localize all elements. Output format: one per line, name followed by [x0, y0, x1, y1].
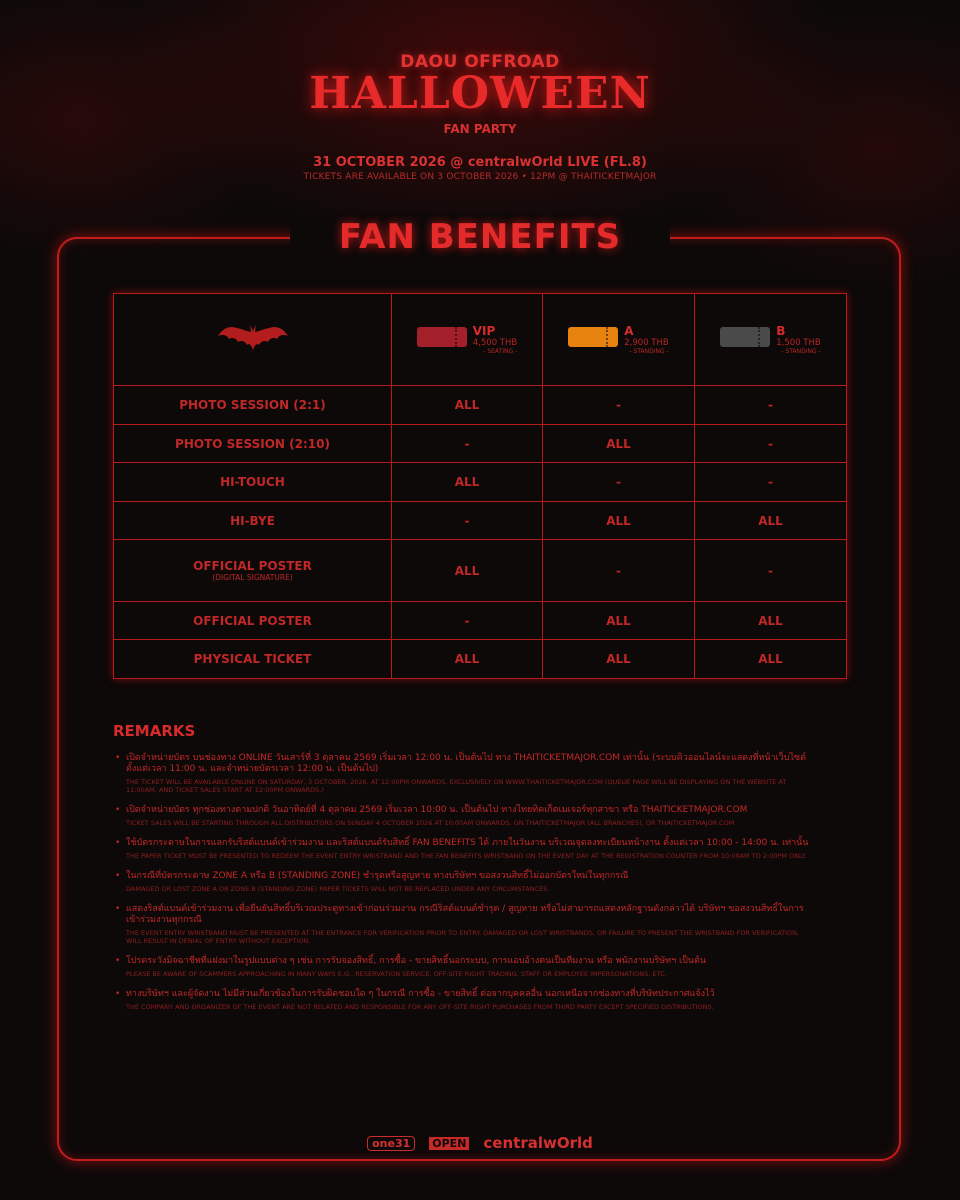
event-subtitle: FAN PARTY	[443, 122, 517, 136]
remark-english: THE PAPER TICKET MUST BE PRESENTED TO REDEEM THE EVENT ENTRY WRISTBAND AND THE FAN BENEFITS WRISTBAND ON THE EVENT DAY AT THE REGISTRATION COUNTER FROM 10:00AM TO 2:00PM ONLY.	[126, 852, 807, 860]
remark-english: DAMAGED OR LOST ZONE A OR ZONE B (STANDING ZONE) PAPER TICKETS WILL NOT BE REPLACED UNDER ANY CIRCUMSTANCES.	[126, 885, 550, 893]
benefit-b: ALL	[695, 640, 847, 679]
tier-header-b	[695, 294, 847, 386]
benefit-b: ALL	[695, 601, 847, 640]
table-row	[114, 386, 847, 425]
remark-thai: • ทางบริษัทฯ และผู้จัดงาน ไม่มีส่วนเกี่ยวข้องในการรับผิดชอบใด ๆ ในกรณี การซื้อ - ขายสิทธิ์ ต่อจากบุคคลอื่น นอกเหนือจากช่องทางที่บริษัทประกาศแจ้งไว้	[126, 989, 715, 999]
remark-thai: • เปิดจำหน่ายบัตร ทุกช่องทางตามปกติ วันอาทิตย์ที่ 4 ตุลาคม 2569 เริ่มเวลา 10:00 น. เป็นต้นไป ทางไทยทิคเก็ตเมเจอร์ทุกสาขา หรือ THAITICKETMAJOR.COM	[126, 805, 748, 815]
benefits-table	[113, 293, 847, 679]
remark-english: THE EVENT ENTRY WRISTBAND MUST BE PRESENTED AT THE ENTRANCE FOR VERIFICATION PRIOR TO ENTRY. DAMAGED OR LOST WRISTBANDS, OR FAILURE TO PRESENT THE WRISTBAND FOR VERIFICATION, WILL RESULT IN DENIAL OF ENTRY WITHOUT EXCEPTION.	[126, 929, 800, 945]
benefit-label: OFFICIAL POSTER (DIGITAL SIGNATURE)	[114, 540, 392, 602]
benefit-b: -	[695, 386, 847, 425]
benefit-b: -	[695, 424, 847, 463]
benefits-banner	[290, 213, 670, 261]
benefit-label: PHOTO SESSION (2:1)	[114, 386, 392, 425]
table-header-row	[114, 294, 847, 386]
benefit-a: -	[543, 386, 695, 425]
benefit-vip: ALL	[392, 540, 543, 602]
table-row	[114, 463, 847, 502]
benefit-vip: ALL	[392, 463, 543, 502]
b-ticket-icon	[720, 327, 770, 347]
tier-type: - STANDING -	[629, 348, 669, 356]
benefit-label: HI-TOUCH	[114, 463, 392, 502]
benefit-label: PHYSICAL TICKET	[114, 640, 392, 679]
remark-thai: • เปิดจำหน่ายบัตร บนช่องทาง ONLINE วันเสาร์ที่ 3 ตุลาคม 2569 เริ่มเวลา 12:00 น. เป็นต้นไป ทาง THAITICKETMAJOR.COM เท่านั้น (ระบบคิวออนไลน์จะแสดงที่หน้าเว็บไซต์ตั้งแต่เวลา 11:00 น. และจำหน่ายบัตรเวลา 12:00 น. เป็นต้นไป)	[126, 753, 806, 774]
benefit-a: -	[543, 540, 695, 602]
benefit-a: ALL	[543, 424, 695, 463]
remark-english: TICKET SALES WILL BE STARTING THROUGH ALL DISTRIBUTORS ON SUNDAY 4 OCTOBER 2026 AT 10:00AM ONWARDS, ON THAITICKETMAJOR (ALL BRANCHES), OR THAITICKETMAJOR.COM	[126, 819, 735, 827]
remark-item	[113, 956, 813, 978]
table-row	[114, 540, 847, 602]
remark-thai: • ในกรณีที่บัตรกระดาษ ZONE A หรือ B (STANDING ZONE) ชำรุดหรือสูญหาย ทางบริษัทฯ ขอสงวนสิทธิ์ไม่ออกบัตรใหม่ในทุกกรณี	[126, 871, 629, 881]
benefit-b: -	[695, 463, 847, 502]
remark-item	[113, 989, 813, 1011]
remark-english: THE COMPANY AND ORGANIZER OF THE EVENT ARE NOT RELATED AND RESPONSIBLE FOR ANY OFF-SITE RIGHT PURCHASES FROM THIRD PARTY EXCEPT SPECIFIED DISTRIBUTIONS.	[126, 1003, 714, 1011]
tier-name: B	[776, 324, 786, 339]
remark-english: THE TICKET WILL BE AVAILABLE ONLINE ON SATURDAY, 3 OCTOBER, 2026, AT 12:00PM ONWARDS, EXCLUSIVELY ON WWW.THAITICKETMAJOR.COM (QUEUE PAGE WILL BE DISPLAYING ON THE WEBSITE AT 11:00AM, AND TICKET SALES START AT 12:00PM ONWARDS.)	[126, 778, 787, 794]
tier-name: VIP	[472, 324, 496, 339]
table-row	[114, 501, 847, 540]
benefit-vip: -	[392, 601, 543, 640]
benefit-a: ALL	[543, 501, 695, 540]
remark-item	[113, 838, 813, 860]
benefit-label: PHOTO SESSION (2:10)	[114, 424, 392, 463]
remark-thai: • โปรดระวังมิจฉาชีพที่แฝงมาในรูปแบบต่าง ๆ เช่น การรับจองสิทธิ์, การซื้อ - ขายสิทธิ์นอกระบบ, การแอบอ้างตนเป็นทีมงาน หรือ พนักงานบริษัทฯ เป็นต้น	[126, 956, 706, 966]
remark-thai: • ใช้บัตรกระดาษในการแลกรับริสต์แบนด์เข้าร่วมงาน และริสต์แบนด์รับสิทธิ์ FAN BENEFITS ได้ ภายในวันงาน บริเวณจุดลงทะเบียนหน้างาน ตั้งแต่เวลา 10:00 - 14:00 น. เท่านั้น	[126, 838, 809, 848]
remark-item	[113, 871, 813, 893]
benefit-a: -	[543, 463, 695, 502]
benefit-label: OFFICIAL POSTER	[114, 601, 392, 640]
benefit-b: ALL	[695, 501, 847, 540]
bat-cell	[114, 294, 392, 386]
tier-price: 1,500 THB	[776, 338, 821, 349]
benefit-vip: -	[392, 501, 543, 540]
remark-item	[113, 904, 813, 945]
ticket-availability: TICKETS ARE AVAILABLE ON 3 OCTOBER 2026 • 12PM @ THAITICKETMAJOR	[303, 172, 657, 182]
vip-ticket-icon	[417, 327, 467, 347]
remark-english: PLEASE BE AWARE OF SCAMMERS APPROACHING IN MANY WAYS E.G., RESERVATION SERVICE, OFF-SITE RIGHT TRADING, STAFF OR EMPLOYEE IMPERSONATIONS, ETC.	[126, 970, 667, 978]
benefit-a: ALL	[543, 601, 695, 640]
tier-type: - STANDING -	[781, 348, 821, 356]
event-title: HALLOWEEN	[309, 68, 651, 119]
centralworld-logo: centralwOrld	[483, 1134, 593, 1152]
a-ticket-icon	[568, 327, 618, 347]
benefit-vip: -	[392, 424, 543, 463]
event-header	[0, 0, 960, 190]
remark-thai: • แสดงริสต์แบนด์เข้าร่วมงาน เพื่อยืนยันสิทธิ์บริเวณประตูทางเข้าก่อนร่วมงาน กรณีริสต์แบนด์ชำรุด / สูญหาย หรือไม่สามารถแสดงหลักฐานดังกล่าวได้ บริษัทฯ ขอสงวนสิทธิ์ในการเข้าร่วมงานทุกกรณี	[126, 904, 804, 925]
benefit-b: -	[695, 540, 847, 602]
table-row	[114, 640, 847, 679]
table-row	[114, 601, 847, 640]
tier-header-vip	[392, 294, 543, 386]
benefit-vip: ALL	[392, 640, 543, 679]
benefit-label: HI-BYE	[114, 501, 392, 540]
remark-item	[113, 805, 813, 827]
remarks-section	[113, 722, 813, 1022]
tier-type: - SEATING -	[483, 348, 518, 356]
bat-icon	[218, 322, 288, 354]
tier-name: A	[624, 324, 634, 339]
open-logo: OPEN	[429, 1137, 469, 1150]
one31-logo: one31	[367, 1136, 415, 1151]
tier-price: 2,900 THB	[624, 338, 669, 349]
tier-price: 4,500 THB	[472, 338, 518, 349]
table-row	[114, 424, 847, 463]
benefit-a: ALL	[543, 640, 695, 679]
remark-item	[113, 753, 813, 794]
event-brand: DAOU OFFROAD	[400, 52, 560, 72]
benefits-banner-title: FAN BENEFITS	[338, 217, 622, 257]
sponsor-logos	[0, 1134, 960, 1152]
remarks-title: REMARKS	[113, 722, 196, 740]
event-date-venue: 31 OCTOBER 2026 @ centralwOrld LIVE (FL.8)	[313, 155, 647, 170]
tier-header-a	[543, 294, 695, 386]
benefit-vip: ALL	[392, 386, 543, 425]
benefit-note: (DIGITAL SIGNATURE)	[212, 573, 293, 583]
